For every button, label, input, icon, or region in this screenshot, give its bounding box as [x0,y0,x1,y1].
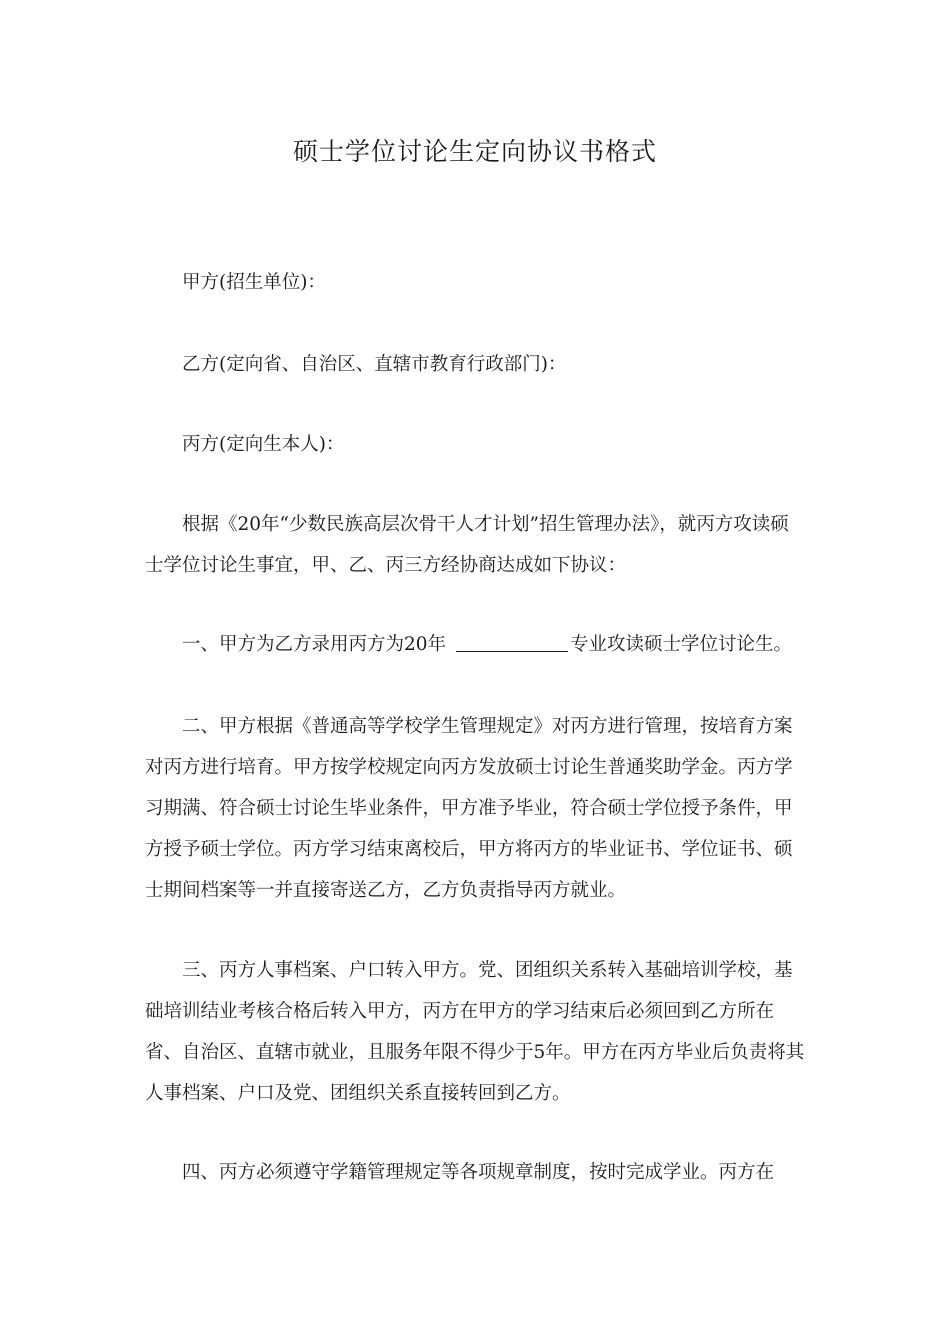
party-b-line: 乙方(定向省、自治区、直辖市教育行政部门)： [182,354,567,375]
party-a-line: 甲方(招生单位)： [182,272,326,293]
party-c-line: 丙方(定向生本人)： [182,434,345,455]
document-title: 硕士学位讨论生定向协议书格式 [292,137,657,166]
clause-2-paragraph: 二、甲方根据《普通高等学校学生管理规定》对丙方进行管理，按培育方案对丙方进行培育。甲方按学校规定向丙方发放硕士讨论生普通奖助学金。丙方学习期满、符合硕士讨论生毕业条件，甲方准予毕业，符合硕士学位授予条件，甲方授予硕士学位。丙方学习结束离校后，甲方将丙方的毕业证书、学位证书、硕士期间档案等一并直接寄送乙方，乙方负责指导丙方就业。 [145,716,793,901]
clause-1-text-start: 一、甲方为乙方录用丙方为20年 [182,634,447,655]
clause-1-text-end: 专业攻读硕士学位讨论生。 [570,634,793,655]
intro-paragraph: 根据《20年“少数民族高层次骨干人才计划”招生管理办法》，就丙方攻读硕士学位讨论生事宜，甲、乙、丙三方经协商达成如下协议： [145,514,789,576]
clause-4-paragraph: 四、丙方必须遵守学籍管理规定等各项规章制度，按时完成学业。丙方在 [182,1162,775,1183]
clause-1-paragraph [145,624,825,665]
clause-3-paragraph: 三、丙方人事档案、户口转入甲方。党、团组织关系转入基础培训学校，基础培训结业考核合格后转入甲方，丙方在甲方的学习结束后必须回到乙方所在省、自治区、直辖市就业，且服务年限不得少于5年。甲方在丙方毕业后负责将其人事档案、户口及党、团组织关系直接转回到乙方。 [145,960,805,1104]
major-blank-field [456,631,568,652]
